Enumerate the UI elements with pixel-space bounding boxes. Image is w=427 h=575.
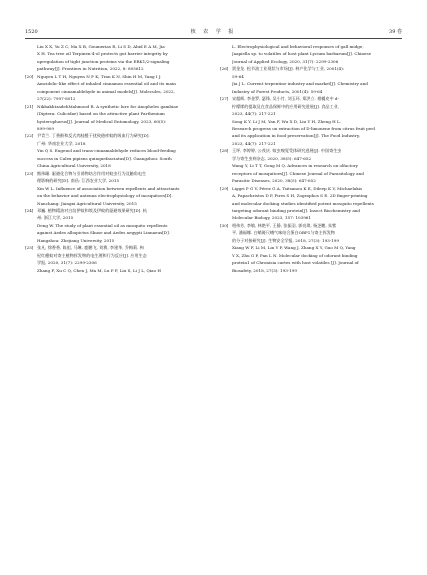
reference-text [37, 244, 207, 274]
reference-line: 的分子对接研究[J]. 生物安全学报, 2018, 27(3): 193-199 [232, 237, 339, 243]
reference-line: 州: 浙江大学, 2015 [37, 215, 74, 221]
reference-entry [25, 244, 207, 274]
reference-line: Research progress on extraction of D-limonene from citrus fruit peel [232, 125, 375, 131]
reference-text [37, 43, 207, 73]
reference-line: and its application in food preservation[J]. The Food Industry, [232, 133, 360, 139]
reference-entry [220, 43, 402, 65]
reference-text [37, 132, 207, 169]
page-number: 1520 [25, 29, 38, 35]
reference-line: Liu X X, Yu Z C, Ma X B, Goumerias R, Li S D, Abid E A M, Jia [37, 44, 165, 49]
reference-line: 相伟芳, 李敏, 林艳平, 王静, 张振羽, 郭亮琪, 杨芝鹏, 朱紫 [232, 222, 337, 228]
reference-entry [25, 207, 207, 244]
reference-entry [25, 73, 207, 103]
reference-number: [30] [220, 222, 229, 228]
reference-line: X H. Tea tree oil Terpinen-4-ol protects gut barrier integrity by [37, 51, 168, 57]
reference-line: component cinnamaldehyde in animal models[J]. Molecules, 2022, [37, 88, 175, 94]
reference-number: [22] [25, 133, 34, 139]
reference-entry [25, 132, 207, 169]
reference-text [232, 222, 402, 274]
reference-number [25, 43, 37, 73]
reference-line: 59-64 [232, 73, 244, 79]
reference-line: 柠檬烯的提取及在食品保鲜中的应用研究进展[J]. 食品工业, [232, 103, 339, 109]
journal-title: 核 农 学 报 [190, 29, 237, 35]
reference-text [37, 103, 207, 133]
reference-line: Jaapiella sp. to volatiles of host plant Lycium barbarum[J]. Chinese [232, 51, 372, 57]
reference-text [232, 147, 402, 184]
reference-entry [220, 147, 402, 184]
reference-line: 899-909 [37, 125, 55, 131]
reference-line: 2023, 44(7): 217-221 [232, 140, 276, 146]
header-rule [25, 38, 402, 39]
right-reference-column [220, 43, 402, 274]
reference-line: 张凡, 徐香香, 陈祖, 马琳, 鹿鹏飞, 刘赛, 李建华, 乔梅莉. 枸 [37, 245, 144, 251]
reference-entry [220, 185, 402, 222]
reference-line: 邓巍. 植物精油对白纹伊蚊和埃及伊蚊的驱避效果研究[D]. 杭 [37, 207, 147, 213]
reference-text [37, 73, 207, 103]
reference-line: on the behavior and antenna electrophysiology of mosquitoes[D]. [37, 193, 173, 199]
reference-line: Deng W. The study of plant essential oil as mosquito repellents [37, 222, 168, 228]
reference-text [232, 185, 402, 222]
reference-line: NikbakhtzadehMahmood R. A synthetic lure for Anopheles gambiae [37, 103, 179, 109]
reference-number: [25] [25, 245, 34, 251]
reference-line: Amcidolic-like effect of inhaled cinnamon essential oil and its main [37, 81, 176, 87]
reference-line: receptors of mosquitoes[J]. Chinese Journal of Parasitology and [232, 170, 364, 176]
reference-line: Biosafety, 2018, 27(3): 193-199 [232, 267, 297, 273]
reference-line: Liggri P G V, Pérez G A, Tsitsanou K E, Dileep K V, Michaelakis [232, 185, 363, 191]
reference-line: Y X, Zhu G P, Pan L N. Molecular docking of odorant binding [232, 252, 358, 258]
reference-entry [25, 170, 207, 207]
reference-entry [220, 222, 402, 274]
reference-line: 贾金龙. 松节油工业现状与市场[J]. 林产化学与工业, 2001(4): [232, 66, 345, 72]
reference-line: Nanchang: Jiangxi Agricultural University, 2015 [37, 200, 137, 206]
reference-text [232, 95, 402, 147]
reference-line: 宋超辉, 李金罗, 瑟锋, 吴小竹, 刘玉环, 郑洪立. 柑橘皮中 d- [232, 96, 339, 102]
reference-number: [27] [220, 96, 229, 102]
reference-line: protein1 of Chronisia cartes with host volatiles [J]. Journal of [232, 260, 359, 266]
reference-line: 27(22): 7997-8012 [37, 96, 76, 102]
reference-line: Wang Y, Li T T, Gong M Q. Advances in research on olfactory [232, 163, 358, 169]
reference-number: [24] [25, 207, 34, 213]
reference-line: Molecular Biology, 2023, 157: 103961 [232, 215, 312, 221]
reference-line: Hangzhou: Zhejiang University, 2015 [37, 237, 115, 243]
reference-line: Parasitic Diseases, 2020, 38(5): 647-652 [232, 178, 316, 184]
reference-line: 2023, 44(7): 217-221 [232, 111, 276, 117]
reference-line: 王坪, 李婷婷, 公茂庆. 蚊虫嗅觉受体研究进展[J]. 中国寄生虫 [232, 148, 342, 154]
reference-line: Industry of Forest Products, 2001(4): 59-64 [232, 88, 323, 94]
reference-line: Jia J L. Current terpentine industry and market[J]. Chemistry and [232, 81, 368, 87]
left-reference-column [25, 43, 207, 274]
reference-entry [25, 103, 207, 133]
reference-line: pathway[J]. Frontiers in Nutrition, 2022, 8: 805612 [37, 66, 144, 72]
reference-number: [28] [220, 148, 229, 154]
reference-number: [29] [220, 185, 229, 191]
reference-line: 杞红瘿蚊对寄主植物挥发物的电生理和行为反应[J]. 应用生态 [37, 252, 147, 258]
reference-line: China Agricultural University, 2018 [37, 163, 111, 169]
reference-line: 学报, 2020, 31(7): 2299-2306 [37, 260, 97, 266]
reference-text [232, 43, 402, 65]
running-header [25, 27, 402, 37]
reference-line: 理影响的研究[D]. 南昌: 江西农业大学, 2015 [37, 178, 120, 184]
reference-line: upregulation of tight junction proteins via the ERK1/2-signaling [37, 58, 170, 64]
reference-line: Yin Q S. Eugenol and trans-cinnamaldehyde reduces blood-feeding [37, 148, 176, 154]
reference-entry [220, 95, 402, 147]
volume-label: 39 卷 [389, 29, 402, 35]
reference-line: 尹青兰. 丁香酚和反式肉桂醛干扰致倦库蚊的吸血行为研究[D]. [37, 133, 150, 139]
reference-line: Nguyen L T H, Nguyen N P K, Tran K N, Shin H M, Yang I J. [37, 73, 162, 79]
reference-text [232, 65, 402, 95]
reference-number [220, 43, 232, 65]
reference-line: Zhang F, Xu C Q, Chen J, Ma M, Lu P F, Liu S, Li J L, Qiao H [37, 267, 161, 273]
reference-line: A, Papachristos D P, Pires S H, Zographos S E. 2D finger-printing [232, 193, 368, 199]
reference-line: 广州: 华南农业大学, 2018 [37, 140, 86, 146]
reference-line: against Aedes albopictus Skuse and Aedes aegypti Linnaeus[D]. [37, 230, 170, 236]
reference-number: [20] [25, 73, 34, 79]
reference-line: Journal of Applied Ecology, 2020, 31(7): 2299-2306 [232, 58, 339, 64]
reference-text [37, 170, 207, 207]
reference-number: [26] [220, 66, 229, 72]
reference-line: (Diptera: Culicidae) based on the attractive plant Parthenium [37, 111, 165, 117]
reference-number: [21] [25, 103, 34, 109]
reference-number: [23] [25, 170, 34, 176]
reference-line: L. Electrophysiological and behavioral responses of gall midge, [232, 44, 364, 49]
reference-line: Song K Y, Li J M, Yan F, Wu X D, Liu Y H, Zheng H L. [232, 118, 342, 124]
reference-line: 熊伟珊. 驱避化合物与引诱物结合作用对蚊虫行为及触角电生 [37, 170, 147, 176]
reference-line: Xin W L. Influence of association between repellents and attractants [37, 185, 180, 191]
reference-line: success in Culex pipiens quinquefasciatus[D]. Guangzhou: South [37, 155, 172, 161]
reference-line: Xiang W F, Li M, Lin Y P, Wang J, Zhang X Y, Guo M Q, Yang [232, 245, 356, 251]
reference-text [37, 207, 207, 244]
reference-line: targeting odorant binding protein[J]. Insect Biochemistry and [232, 207, 361, 213]
reference-line: 平, 潘福娜. 白蜡斑尺蛾气味结合蛋白OBP1与寄主挥发物 [232, 230, 335, 236]
reference-entry [220, 65, 402, 95]
reference-line: and molecular docking studies identified potent mosquito repellents [232, 200, 374, 206]
reference-line: hysterophorus[J]. Journal of Medical Entomology, 2023, 60(5): [37, 118, 167, 124]
reference-line: 学与寄生虫病杂志, 2020, 38(5): 647-652 [232, 155, 312, 161]
reference-entry [25, 43, 207, 73]
